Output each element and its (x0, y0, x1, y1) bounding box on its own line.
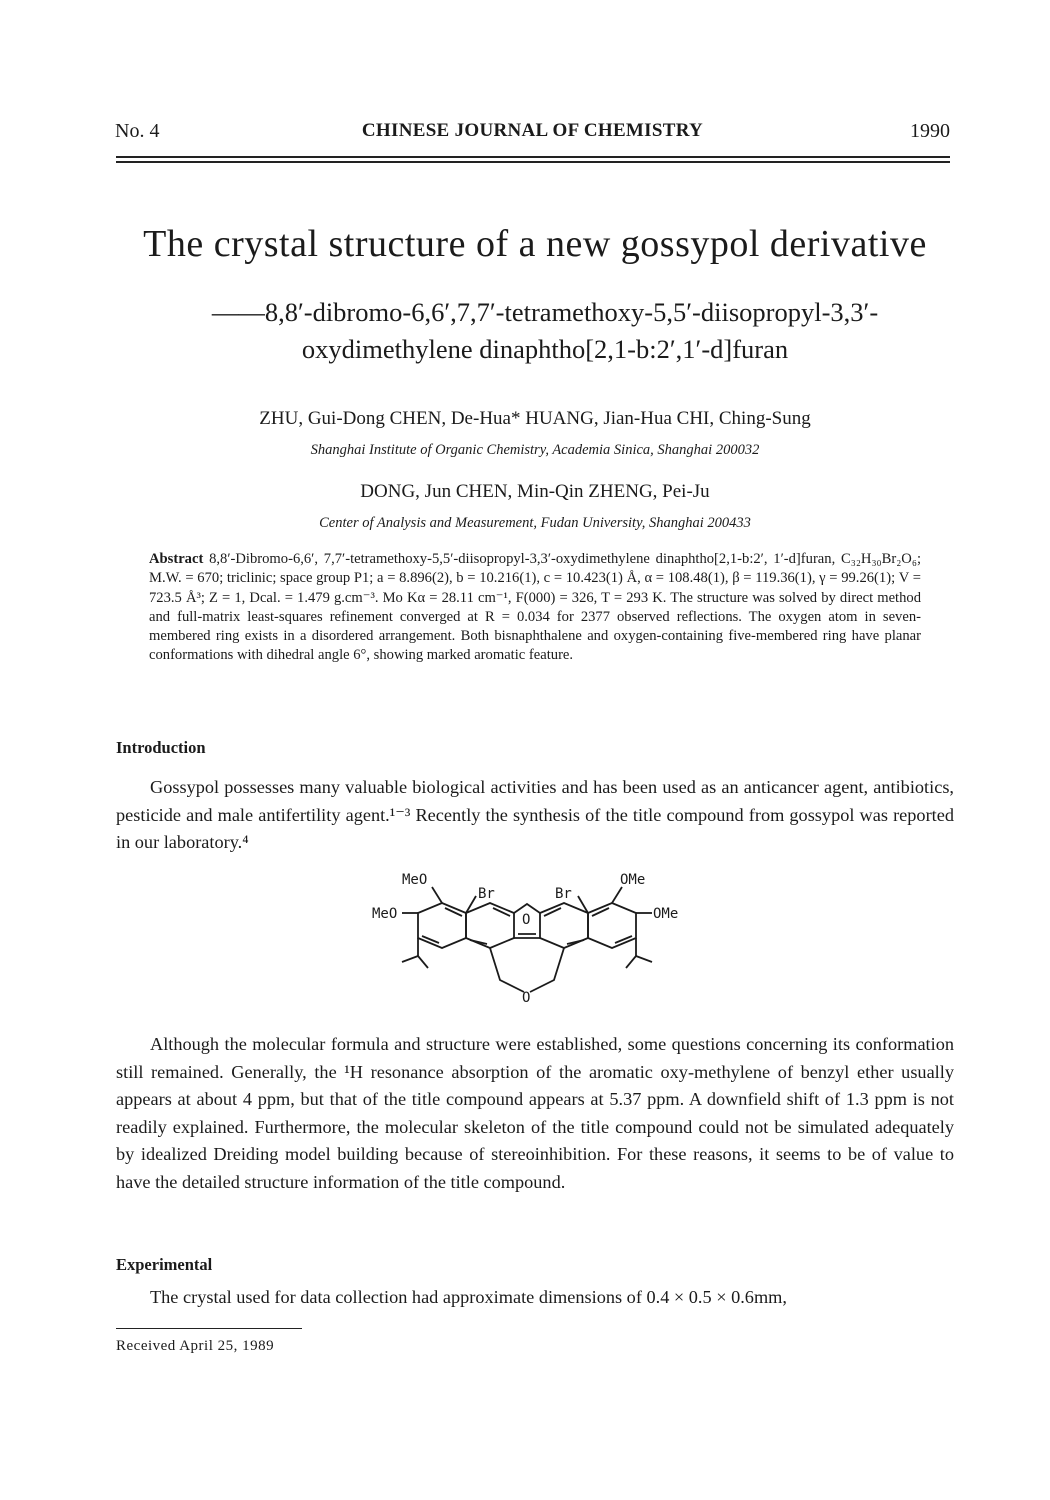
structure-bonds (402, 887, 652, 992)
issue-number: No. 4 (115, 120, 160, 142)
header-rule-bottom (116, 161, 950, 163)
abstract-text: 8,8′-Dibromo-6,6′, 7,7′-tetramethoxy-5,5′-diisopropyl-3,3′-oxydimethylene dinaphtho[2,1-b:2′, 1′-d]furan, C₃₂H₃₀Br₂O₆; M.W. = 670; triclinic; space group P1; a = 8.896(2), b = 10.216(1), c = 10.423(1) Å, α = 108.48(1), β = 119.36(1), γ = 99.26(1); V = 723.5 Å³; Z = 1, Dcal. = 1.479 g.cm⁻³. Mo Kα = 28.11 cm⁻¹, F(000) = 326, T = 293 K. The structure was solved by direct method and full-matrix least-squares refinement converged at R = 0.034 for 2377 observed reflections. The oxygen atom in seven-membered ring exists in a disordered arrangement. Both bisnaphthalene and oxygen-containing five-membered ring have planar conformations with dihedral angle 6°, showing marked aromatic feature. (149, 551, 921, 664)
label-meo-top: MeO (402, 872, 428, 888)
affiliation-1: Shanghai Institute of Organic Chemistry, Academia Sinica, Shanghai 200032 (310, 442, 760, 458)
label-o-furan: O (522, 912, 531, 928)
received-date-footnote: Received April 25, 1989 (116, 1338, 275, 1354)
label-br-right: Br (555, 886, 572, 902)
chemical-structure (372, 868, 682, 1018)
footnote-rule (116, 1328, 302, 1329)
experimental-paragraph-1-text: The crystal used for data collection had approximate dimensions of 0.4 × 0.5 × 0.6mm, (150, 1287, 787, 1307)
running-header (115, 120, 950, 146)
subtitle-line-1: ——8,8′-dibromo-6,6′,7,7′-tetramethoxy-5,5′-diisopropyl-3,3′- (211, 297, 879, 327)
journal-name: CHINESE JOURNAL OF CHEMISTRY (361, 120, 704, 141)
header-rule-top (116, 156, 950, 158)
label-ome-mid: OMe (653, 906, 679, 922)
introduction-heading: Introduction (116, 738, 206, 757)
introduction-paragraph-2 (116, 1031, 954, 1196)
article-subtitle (140, 294, 950, 368)
author-list-1: ZHU, Gui-Dong CHEN, De-Hua* HUANG, Jian-Hua CHI, Ching-Sung (259, 408, 811, 429)
intro-paragraph-2-text: Although the molecular formula and structure were established, some questions concerning its conformation still remained. Generally, the ¹H resonance absorption of the aromatic oxy-methylene of benzyl ether usually appears at about 4 ppm, but that of the title compound appears at 5.37 ppm. A downfield shift of 1.3 ppm is not readily explained. Furthermore, the molecular skeleton of the title compound could not be simulated adequately by idealized Dreiding model building because of stereoinhibition. For these reasons, it seems to be of value to have the detailed structure information of the title compound. (116, 1034, 954, 1192)
affiliation-2: Center of Analysis and Measurement, Fudan University, Shanghai 200433 (319, 515, 751, 531)
label-ome-top: OMe (620, 872, 646, 888)
label-o-ring: O (522, 990, 531, 1006)
experimental-paragraph-1 (116, 1284, 954, 1312)
label-meo-mid: MeO (372, 906, 398, 922)
journal-year: 1990 (910, 120, 950, 142)
subtitle-line-2: oxydimethylene dinaphtho[2,1-b:2′,1′-d]furan (301, 334, 789, 364)
abstract-label: Abstract (149, 551, 204, 567)
article-title: The crystal structure of a new gossypol derivative (143, 223, 927, 265)
introduction-paragraph-1 (116, 774, 954, 857)
abstract (149, 550, 921, 666)
intro-paragraph-1-text: Gossypol possesses many valuable biological activities and has been used as an anticancer agent, antibiotics, pesticide and male antifertility agent.¹⁻³ Recently the synthesis of the title compound from gossypol was reported in our laboratory.⁴ (116, 777, 954, 852)
author-list-2: DONG, Jun CHEN, Min-Qin ZHENG, Pei-Ju (360, 481, 710, 502)
experimental-heading: Experimental (116, 1255, 213, 1274)
label-br-left: Br (478, 886, 495, 902)
